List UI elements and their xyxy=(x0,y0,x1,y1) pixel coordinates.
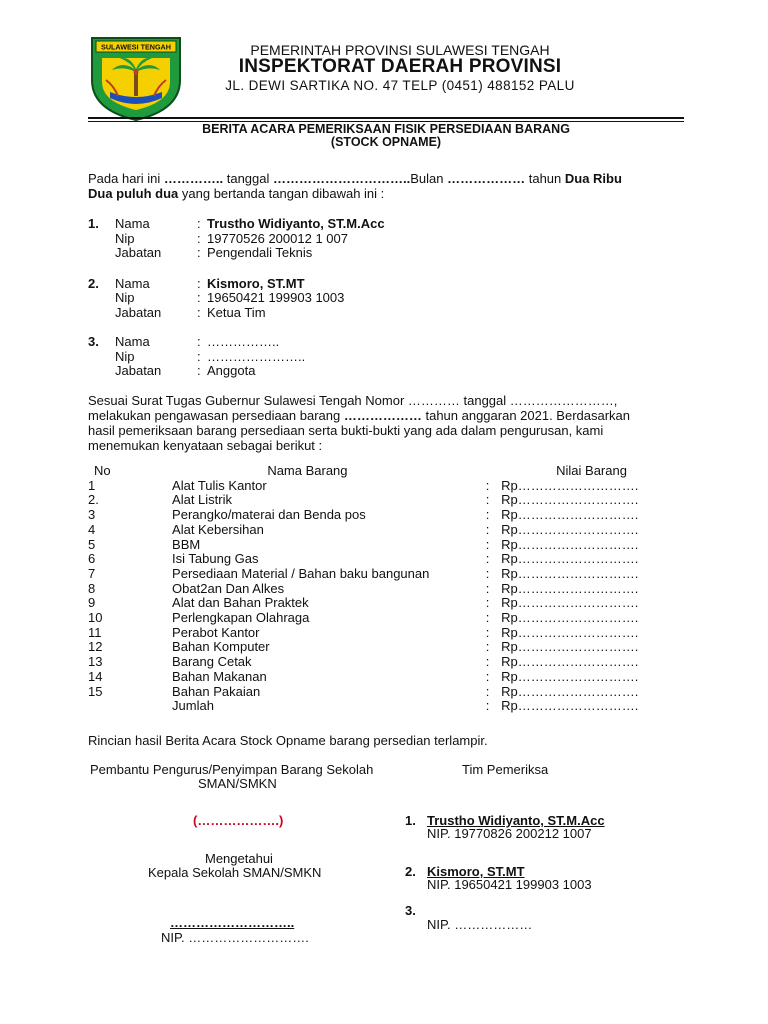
table-row xyxy=(88,611,684,626)
item-number: 6 xyxy=(88,551,96,567)
colon: : xyxy=(485,507,490,523)
day-blank: ………….. xyxy=(163,171,224,186)
item-value: Rp………………………. xyxy=(501,698,639,714)
item-name: Alat Tulis Kantor xyxy=(172,477,267,493)
inventory-table xyxy=(88,464,684,714)
storekeeper-title: Pembantu Pengurus/Penyimpan Barang Sekolah xyxy=(90,762,374,777)
colon: : xyxy=(485,654,490,670)
item-value: Rp………………………. xyxy=(501,624,639,640)
colon: : xyxy=(485,698,490,714)
item-number: 7 xyxy=(88,565,96,581)
item-name: Jumlah xyxy=(172,698,214,714)
colon: : xyxy=(485,492,490,508)
member-number: 1. xyxy=(405,813,416,828)
principal-title: Kepala Sekolah SMAN/SMKN xyxy=(148,865,322,880)
document-subtitle: (STOCK OPNAME) xyxy=(330,135,442,149)
colon: : xyxy=(485,521,490,537)
table-row xyxy=(88,655,684,670)
item-value: Rp………………………. xyxy=(501,477,639,493)
table-row xyxy=(88,699,684,714)
item-value: Rp………………………. xyxy=(501,565,639,581)
colon: : xyxy=(485,477,490,493)
item-number: 5 xyxy=(88,536,96,552)
colon: : xyxy=(197,363,201,378)
acknowledged-label: Mengetahui xyxy=(205,851,273,866)
item-name: Bahan Komputer xyxy=(172,639,270,655)
colon: : xyxy=(197,231,201,246)
inspection-team-title: Tim Pemeriksa xyxy=(462,762,549,777)
intro-line-2 xyxy=(88,186,682,201)
item-name: Perangko/materai dan Benda pos xyxy=(172,507,366,523)
colon: : xyxy=(197,216,201,231)
goods-blank: ……………… xyxy=(343,408,422,423)
item-value: Rp………………………. xyxy=(501,507,639,523)
item-number: 4 xyxy=(88,521,96,537)
colon: : xyxy=(485,595,490,611)
item-number: 1 xyxy=(88,477,96,493)
intro-line-1 xyxy=(88,171,682,186)
person-name: Trustho Widiyanto, ST.M.Acc xyxy=(207,216,385,231)
member-number: 3. xyxy=(405,903,416,918)
item-number: 13 xyxy=(88,654,103,670)
person-name-label: Nama xyxy=(115,216,150,231)
table-row xyxy=(88,567,684,582)
person-nip-label: Nip xyxy=(115,349,135,364)
principal-name-blank: ……………………….. xyxy=(170,915,295,930)
person-nip: 19650421 199903 1003 xyxy=(207,290,345,305)
principal-nip: NIP. ………………………. xyxy=(161,930,309,945)
document-title: BERITA ACARA PEMERIKSAAN FISIK PERSEDIAAN BARANG xyxy=(202,122,570,136)
item-value: Rp………………………. xyxy=(501,683,639,699)
item-name: Alat Listrik xyxy=(172,492,233,508)
table-row xyxy=(88,552,684,567)
item-name: Barang Cetak xyxy=(172,654,252,670)
item-name: Obat2an Dan Alkes xyxy=(172,580,285,596)
item-value: Rp………………………. xyxy=(501,536,639,552)
table-row xyxy=(88,523,684,538)
table-row xyxy=(88,508,684,523)
table-row xyxy=(88,493,684,508)
header-divider-thick xyxy=(88,117,684,119)
item-value: Rp………………………. xyxy=(501,551,639,567)
body-line: menemukan kenyataan sebagai berikut : xyxy=(88,438,323,453)
member-nip: NIP. ……………… xyxy=(427,917,533,932)
header-agency-name: INSPEKTORAT DAERAH PROVINSI xyxy=(238,56,562,77)
person-number: 3. xyxy=(88,334,99,349)
intro-paragraph xyxy=(88,171,682,201)
body-line xyxy=(88,408,682,423)
person-nip: 19770526 200012 1 007 xyxy=(207,231,348,246)
item-value: Rp………………………. xyxy=(501,580,639,596)
item-value: Rp………………………. xyxy=(501,610,639,626)
colon: : xyxy=(485,683,490,699)
person-jabatan-label: Jabatan xyxy=(115,363,162,378)
body-paragraph xyxy=(88,393,682,453)
person-name-label: Nama xyxy=(115,334,150,349)
table-row xyxy=(88,685,684,700)
date-blank: ………………………….. xyxy=(273,171,411,186)
member-name: Kismoro, ST.MT xyxy=(427,864,525,879)
item-value: Rp………………………. xyxy=(501,639,639,655)
provincial-emblem-logo xyxy=(88,36,184,122)
attachment-note: Rincian hasil Berita Acara Stock Opname barang persedian terlampir. xyxy=(88,733,488,748)
person-jabatan-label: Jabatan xyxy=(115,245,162,260)
colon: : xyxy=(197,276,201,291)
colon: : xyxy=(197,305,201,320)
person-name: …………….. xyxy=(207,334,280,349)
item-name: Persediaan Material / Bahan baku bangunan xyxy=(172,565,430,581)
colon: : xyxy=(197,245,201,260)
item-name: Bahan Pakaian xyxy=(172,683,261,699)
colon: : xyxy=(485,536,490,552)
intro-text: yang bertanda tangan dibawah ini : xyxy=(178,186,385,201)
body-line: hasil pemeriksaan barang persediaan serta bukti-bukti yang ada dalam pengurusan, kami xyxy=(88,423,604,438)
item-name: Bahan Makanan xyxy=(172,668,267,684)
item-number: 9 xyxy=(88,595,96,611)
table-body xyxy=(88,479,684,714)
colon: : xyxy=(485,639,490,655)
table-row xyxy=(88,596,684,611)
table-row xyxy=(88,626,684,641)
item-name: Isi Tabung Gas xyxy=(172,551,259,567)
month-blank: ……………… xyxy=(447,171,526,186)
member-number: 2. xyxy=(405,864,416,879)
item-number: 12 xyxy=(88,639,103,655)
table-row xyxy=(88,479,684,494)
header-item-value: Nilai Barang xyxy=(556,463,627,478)
storekeeper-school: SMAN/SMKN xyxy=(198,776,277,791)
table-header-row xyxy=(88,464,684,479)
intro-text: tahun xyxy=(525,171,565,186)
header-spacer xyxy=(486,464,499,479)
table-row xyxy=(88,582,684,597)
table-row xyxy=(88,538,684,553)
table-row xyxy=(88,640,684,655)
item-number: 15 xyxy=(88,683,103,699)
item-name: BBM xyxy=(172,536,201,552)
table-row xyxy=(88,670,684,685)
header-address: JL. DEWI SARTIKA NO. 47 TELP (0451) 488152 PALU xyxy=(225,78,575,93)
person-number: 1. xyxy=(88,216,99,231)
person-nip-label: Nip xyxy=(115,231,135,246)
body-line: Sesuai Surat Tugas Gubernur Sulawesi Tengah Nomor ………… tanggal ……………………, xyxy=(88,393,618,408)
header-no: No xyxy=(94,463,111,478)
colon: : xyxy=(197,349,201,364)
colon: : xyxy=(485,551,490,567)
colon: : xyxy=(197,290,201,305)
person-jabatan: Pengendali Teknis xyxy=(207,245,313,260)
colon: : xyxy=(197,334,201,349)
item-name: Perabot Kantor xyxy=(172,624,260,640)
item-name: Alat Kebersihan xyxy=(172,521,264,537)
year-text: Dua Ribu xyxy=(564,171,622,186)
colon: : xyxy=(485,624,490,640)
item-name: Perlengkapan Olahraga xyxy=(172,610,310,626)
item-value: Rp………………………. xyxy=(501,492,639,508)
person-name: Kismoro, ST.MT xyxy=(207,276,305,291)
intro-text: Pada hari ini xyxy=(88,171,164,186)
year-text: Dua puluh dua xyxy=(88,186,179,201)
member-nip: NIP. 19770826 200212 1007 xyxy=(427,826,592,841)
intro-text: tanggal xyxy=(223,171,273,186)
item-number: 14 xyxy=(88,668,103,684)
colon: : xyxy=(485,610,490,626)
person-jabatan-label: Jabatan xyxy=(115,305,162,320)
person-jabatan: Ketua Tim xyxy=(207,305,266,320)
item-number xyxy=(88,699,129,714)
item-value: Rp………………………. xyxy=(501,668,639,684)
item-value: Rp………………………. xyxy=(501,595,639,611)
item-number: 10 xyxy=(88,610,103,626)
person-number: 2. xyxy=(88,276,99,291)
item-name: Alat dan Bahan Praktek xyxy=(172,595,309,611)
storekeeper-name-blank: (……………….) xyxy=(193,813,284,828)
person-nip: ………………….. xyxy=(207,349,306,364)
item-number: 8 xyxy=(88,580,96,596)
intro-text: Bulan xyxy=(410,171,448,186)
item-value: Rp………………………. xyxy=(501,654,639,670)
item-number: 2. xyxy=(88,492,99,508)
colon: : xyxy=(485,565,490,581)
person-name-label: Nama xyxy=(115,276,150,291)
logo-text: SULAWESI TENGAH xyxy=(101,42,171,52)
member-name: Trustho Widiyanto, ST.M.Acc xyxy=(427,813,605,828)
colon: : xyxy=(485,668,490,684)
item-value: Rp………………………. xyxy=(501,521,639,537)
header-government-name: PEMERINTAH PROVINSI SULAWESI TENGAH xyxy=(250,42,550,58)
member-nip: NIP. 19650421 199903 1003 xyxy=(427,877,592,892)
person-nip-label: Nip xyxy=(115,290,135,305)
colon: : xyxy=(485,580,490,596)
person-jabatan: Anggota xyxy=(207,363,256,378)
header-item-name: Nama Barang xyxy=(267,463,348,478)
body-text: tahun anggaran 2021. Berdasarkan xyxy=(421,408,631,423)
body-text: melakukan pengawasan persediaan barang xyxy=(88,408,344,423)
item-number: 3 xyxy=(88,507,96,523)
item-number: 11 xyxy=(88,624,102,640)
